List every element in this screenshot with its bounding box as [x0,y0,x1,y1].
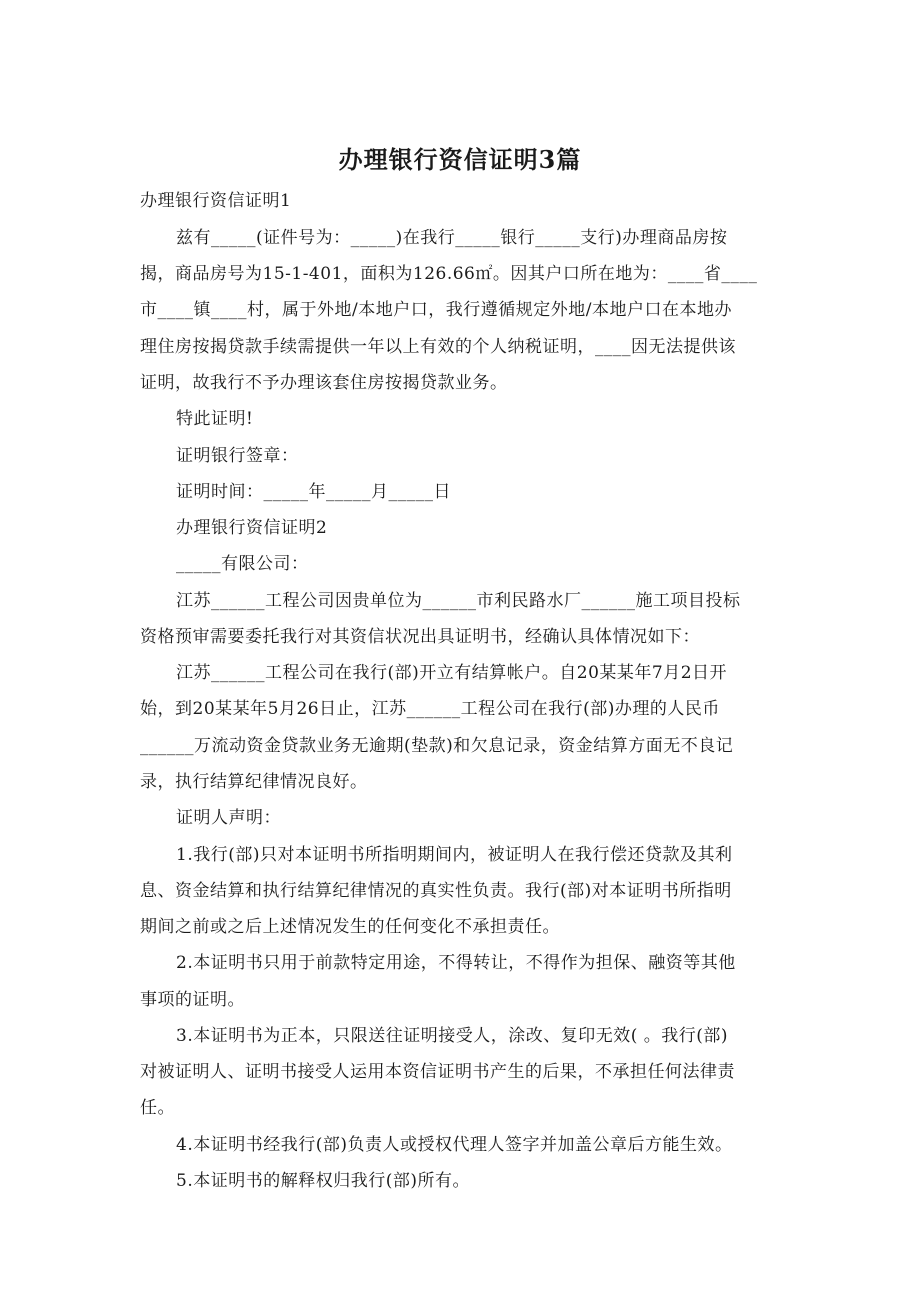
paragraph-line: 揭，商品房号为15-1-401，面积为126.66㎡。因其户口所在地为：____省____ [140,264,758,284]
paragraph-line: 始，到20某某年5月26日止，江苏______工程公司在我行(部)办理的人民币 [140,699,720,719]
section-heading-1: 办理银行资信证明1 [140,191,292,211]
document-title: 办理银行资信证明3篇 [338,145,582,174]
paragraph-line: 证明时间：_____年_____月_____日 [176,482,451,502]
paragraph-line: ______万流动资金贷款业务无逾期(垫款)和欠息记录，资金结算方面无不良记 [140,736,734,756]
paragraph-line: 证明银行签章： [176,446,299,466]
paragraph-line: 1.我行(部)只对本证明书所指明期间内，被证明人在我行偿还贷款及其利 [176,845,733,865]
paragraph-line: 特此证明! [176,409,254,429]
section-heading-2: 办理银行资信证明2 [176,518,328,538]
paragraph-line: 5.本证明书的解释权归我行(部)所有。 [176,1171,470,1191]
paragraph-line: 息、资金结算和执行结算纪律情况的真实性负责。我行(部)对本证明书所指明 [140,881,732,901]
paragraph-line: 2.本证明书只用于前款特定用途，不得转让，不得作为担保、融资等其他 [176,953,736,973]
paragraph-line: 理住房按揭贷款手续需提供一年以上有效的个人纳税证明，____因无法提供该 [140,337,736,357]
paragraph-line: 事项的证明。 [140,990,245,1010]
paragraph-line: 证明人声明： [176,808,281,828]
paragraph-line: 录，执行结算纪律情况良好。 [140,772,368,792]
paragraph-line: 市____镇____村，属于外地/本地户口，我行遵循规定外地/本地户口在本地办 [140,300,732,320]
paragraph-line: 证明，故我行不予办理该套住房按揭贷款业务。 [140,373,508,393]
paragraph-line: _____有限公司： [176,554,309,574]
paragraph-line: 4.本证明书经我行(部)负责人或授权代理人签字并加盖公章后方能生效。 [176,1135,733,1155]
paragraph-line: 兹有_____(证件号为：_____)在我行_____银行_____支行)办理商品房按 [176,228,728,248]
paragraph-line: 江苏______工程公司在我行(部)开立有结算帐户。自20某某年7月2日开 [176,663,728,683]
paragraph-line: 江苏______工程公司因贵单位为______市利民路水厂______施工项目投标 [176,591,741,611]
paragraph-line: 资格预审需要委托我行对其资信状况出具证明书，经确认具体情况如下： [140,627,700,647]
paragraph-line: 期间之前或之后上述情况发生的任何变化不承担责任。 [140,917,560,937]
paragraph-line: 3.本证明书为正本，只限送往证明接受人，涂改、复印无效( 。我行(部) [176,1026,729,1046]
paragraph-line: 对被证明人、证明书接受人运用本资信证明书产生的后果，不承担任何法律责 [140,1062,735,1082]
paragraph-line: 任。 [140,1098,175,1118]
